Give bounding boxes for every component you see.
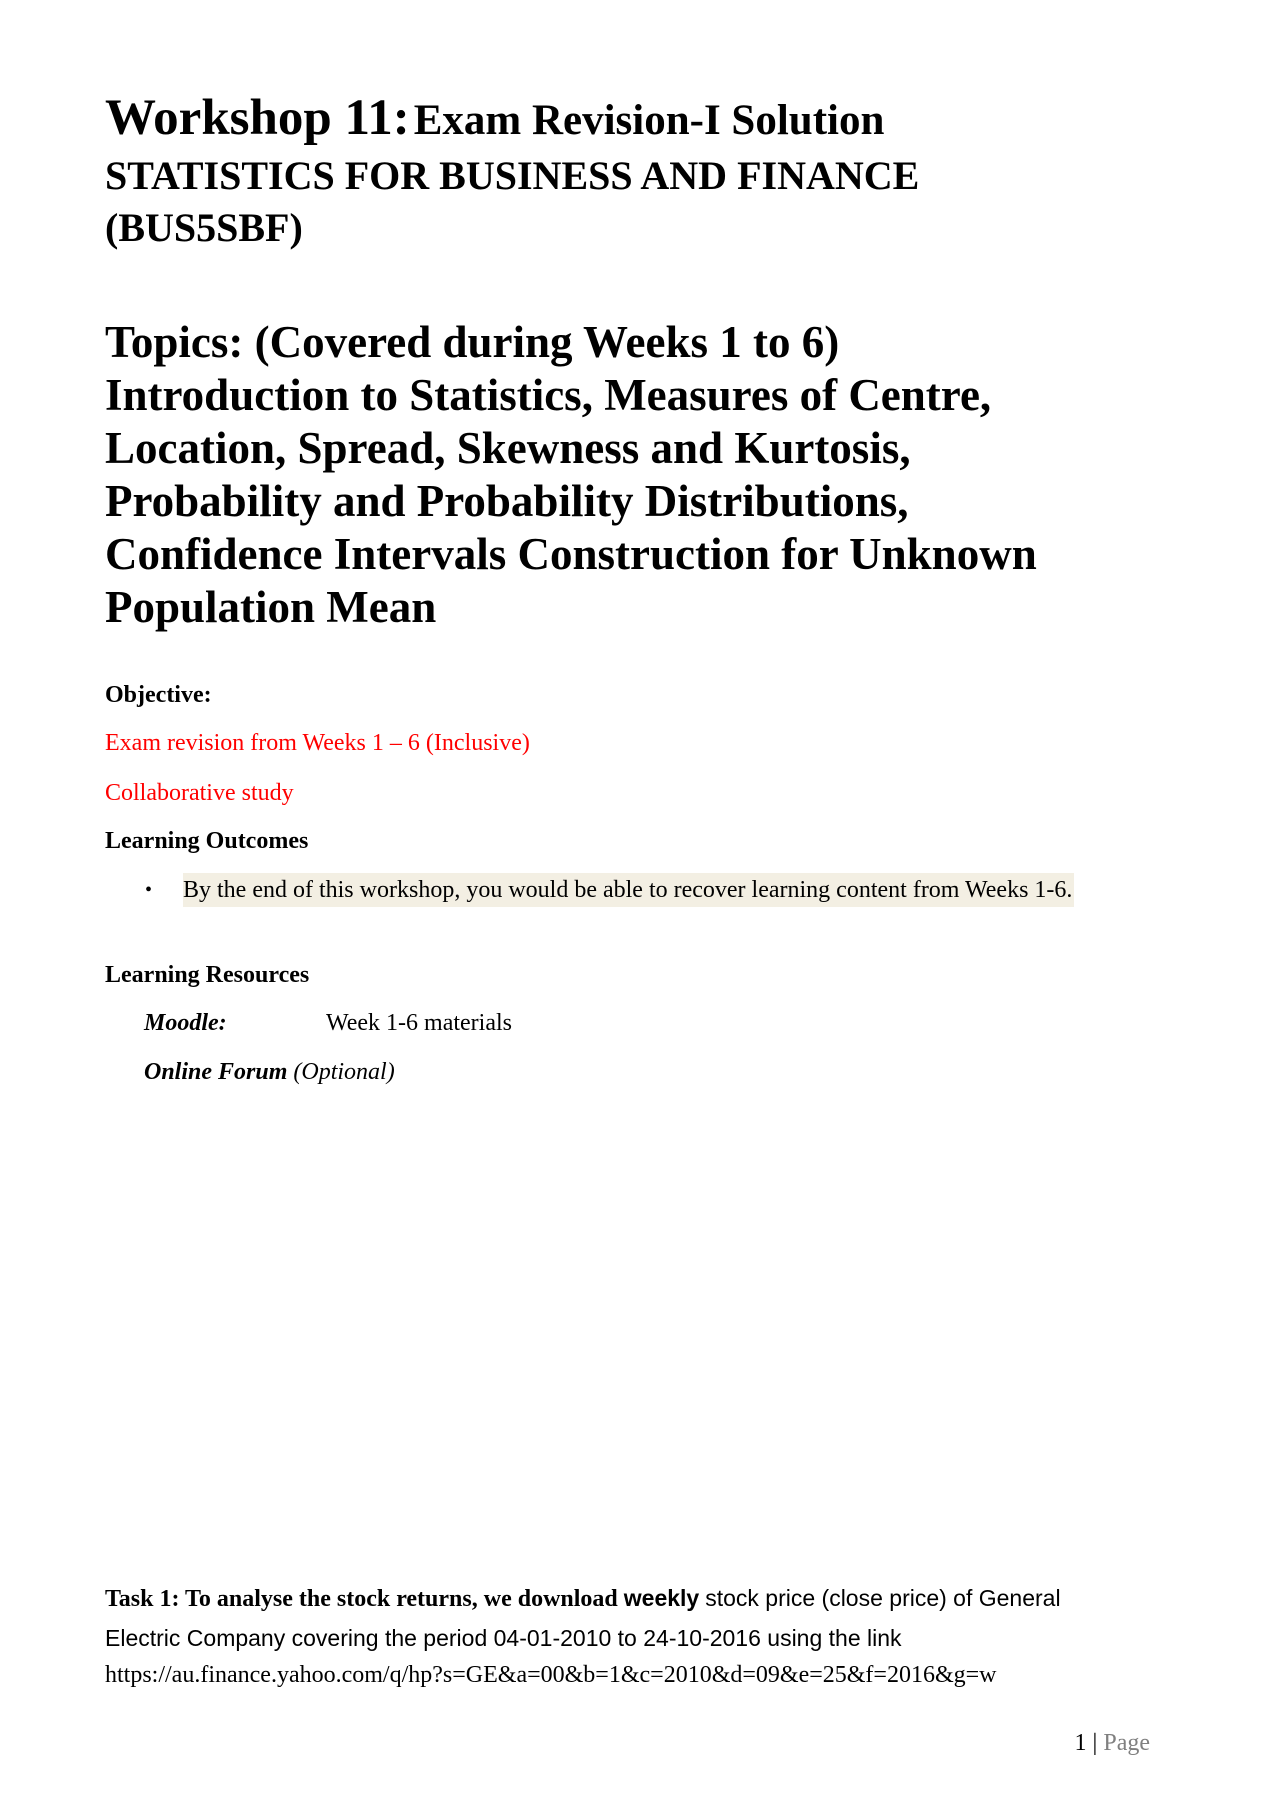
topics-line: Introduction to Statistics, Measures of Centre, [105,370,992,420]
task1-line2: Electric Company covering the period 04-01-2010 to 24-10-2016 using the link [105,1625,902,1651]
forum-note: (Optional) [293,1059,395,1085]
resource-forum [144,1057,395,1087]
course-title-line1: STATISTICS FOR BUSINESS AND FINANCE [105,153,920,198]
workshop-subtitle: Exam Revision-I Solution [413,97,885,144]
course-code: (BUS5SBF) [105,205,303,250]
topics-line: Location, Spread, Skewness and Kurtosis, [105,423,911,473]
topics-line: Probability and Probability Distributions, [105,476,909,526]
objective-heading: Objective: [105,682,212,708]
moodle-value: Week 1-6 materials [326,1010,512,1036]
page-separator: | [1092,1730,1098,1756]
topics-line: Confidence Intervals Construction for Unknown [105,529,1037,579]
bullet-icon: • [145,879,153,901]
task1-text: stock price (close price) of General [705,1585,1061,1611]
forum-label: Online Forum [144,1059,288,1085]
learning-outcome-text: By the end of this workshop, you would be able to recover learning content from Weeks 1-6. [183,873,1074,907]
learning-resources-heading: Learning Resources [105,962,310,988]
learning-outcomes-heading: Learning Outcomes [105,828,309,854]
page-word: Page [1103,1730,1150,1756]
page-number [1075,1728,1150,1758]
objective-item: Exam revision from Weeks 1 – 6 (Inclusive) [105,730,530,756]
task1-url: https://au.finance.yahoo.com/q/hp?s=GE&a=00&b=1&c=2010&d=09&e=25&f=2016&g=w [105,1662,997,1688]
resource-moodle [144,1008,512,1038]
topics-block [105,316,1037,634]
task1-heading: Task 1: To analyse the stock returns, we download [105,1586,618,1612]
workshop-number: Workshop 11: [105,90,410,146]
page-number-value: 1 [1074,1730,1087,1756]
task1-line1 [105,1583,1061,1614]
moodle-label: Moodle: [144,1010,227,1036]
task1-weekly: weekly [623,1585,700,1611]
learning-outcome-item [145,873,1150,907]
objective-item: Collaborative study [105,780,294,806]
topics-line: Topics: (Covered during Weeks 1 to 6) [105,317,840,367]
topics-line: Population Mean [105,582,437,632]
